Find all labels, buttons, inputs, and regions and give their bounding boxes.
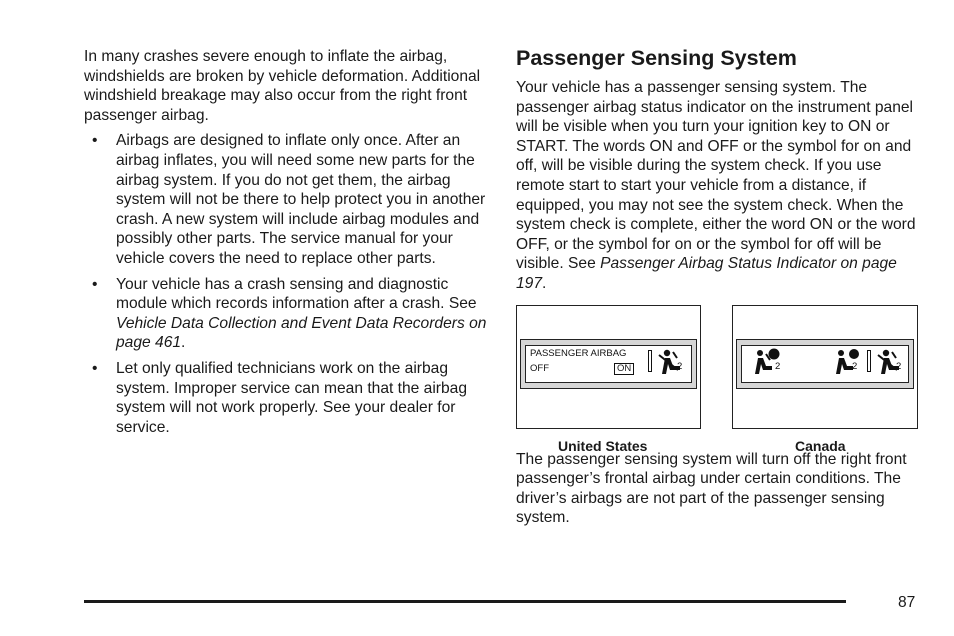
- footer-divider: [84, 600, 846, 603]
- page-number: 87: [898, 594, 916, 611]
- bullet-text: Your vehicle has a crash sensing and diagnostic module which records information after a crash. See: [116, 275, 477, 313]
- airbag-off-icon: [875, 348, 917, 376]
- canada-indicator-panel: [732, 305, 918, 429]
- seat-number: 2: [677, 360, 683, 372]
- airbag-off-icon: [656, 348, 698, 376]
- indicator-display-bezel: [736, 339, 914, 389]
- right-column: [516, 45, 920, 528]
- bullet-text: Airbags are designed to inflate only once. After an airbag inflates, you will need some new parts for the airbag system. If you do not get them, the airbag system will not be there to help protect you in another crash. A new system will include airbag modules and possibly other parts. The service manual for your vehicle covers the need to replace other parts.: [116, 132, 486, 267]
- airbag-indicator-figure: [516, 305, 920, 454]
- indicator-display-bezel: [520, 339, 697, 389]
- intro-paragraph: In many crashes severe enough to inflate the airbag, windshields are broken by vehicle deformation. Additional windshield breakage may also occur from the right front passenger airbag.: [84, 48, 481, 124]
- seat-number: 2: [775, 360, 781, 372]
- us-indicator-panel: [516, 305, 701, 429]
- left-column: [84, 47, 489, 443]
- bullet-marker: •: [92, 132, 98, 150]
- body-paragraph: [516, 78, 920, 294]
- bullet-suffix: .: [181, 334, 186, 352]
- display-off-label: OFF: [530, 362, 549, 374]
- airbag-bullet-list: [84, 131, 489, 437]
- indicator-display: [741, 345, 909, 383]
- list-item: [84, 131, 489, 268]
- list-item: [84, 359, 489, 437]
- caption-canada: Canada: [795, 437, 846, 454]
- indicator-display: [525, 345, 692, 383]
- bullet-marker: •: [92, 359, 98, 377]
- section-heading: Passenger Sensing System: [516, 46, 797, 70]
- paragraph-text: Your vehicle has a passenger sensing system. The passenger airbag status indicator on the instrument panel will be visible when you turn your ignition key to ON or START. The words ON and OFF or the symbol for on and off, will be visible during the system check. If you use remote start to start your vehicle from a distance, if equipped, you may not see the system check. When the system check is complete, either the word ON or the word OFF, or the symbol for on or the symbol for off will be visible. See: [516, 79, 916, 273]
- airbag-on-icon: [746, 348, 788, 376]
- indicator-bar: [648, 350, 652, 372]
- display-on-label: ON: [614, 363, 634, 375]
- seat-number: 2: [896, 360, 902, 372]
- paragraph-suffix: .: [542, 274, 547, 292]
- display-title: PASSENGER AIRBAG: [530, 347, 627, 359]
- list-item: [84, 275, 489, 353]
- bullet-marker: •: [92, 275, 98, 293]
- cross-reference-link: Passenger Airbag Status Indicator on page 197: [516, 255, 897, 292]
- indicator-bar: [867, 350, 871, 372]
- seat-number: 2: [852, 360, 858, 372]
- cross-reference-link: Vehicle Data Collection and Event Data Recorders on page 461: [116, 314, 487, 352]
- closing-paragraph: The passenger sensing system will turn off the right front passenger’s frontal airbag under certain conditions. The driver’s airbags are not part of the passenger sensing system.: [516, 450, 907, 527]
- bullet-text: Let only qualified technicians work on the airbag system. Improper service can mean that the airbag system will not work properly. See your dealer for service.: [116, 359, 468, 436]
- caption-united-states: United States: [558, 437, 648, 454]
